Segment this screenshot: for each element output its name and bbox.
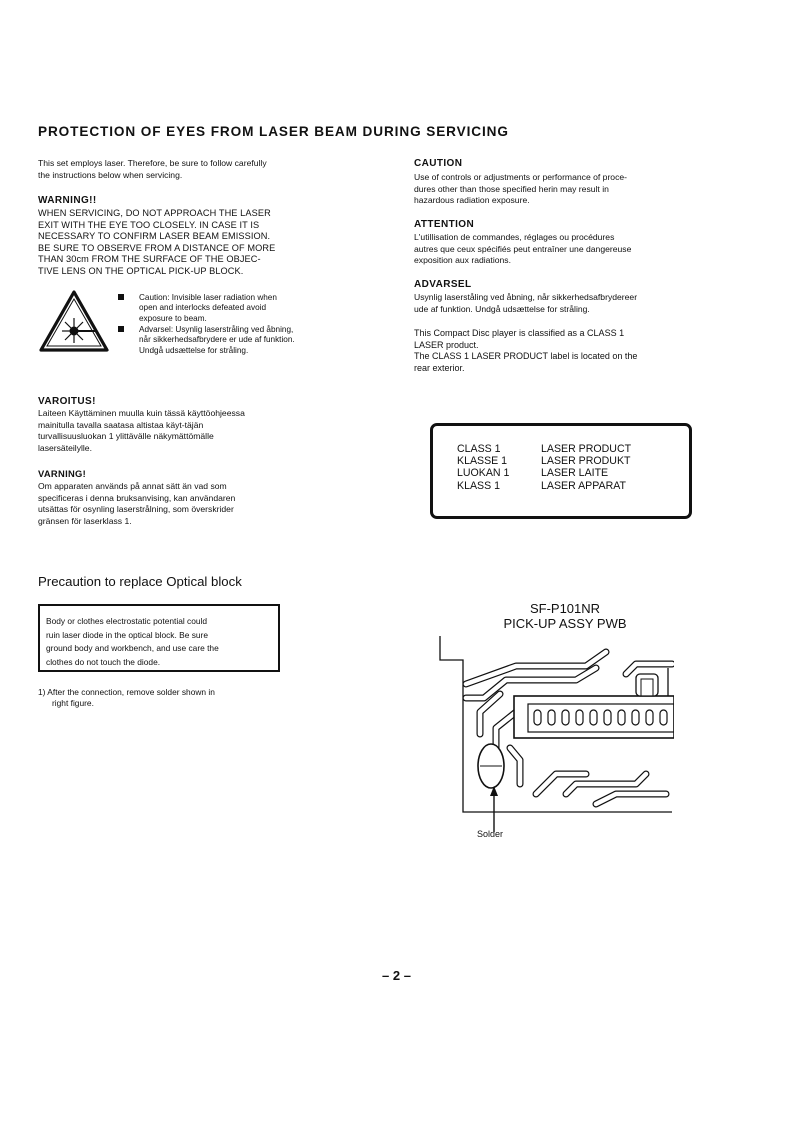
note-line: ground body and workbench, and use care the <box>46 643 219 654</box>
attention-heading: ATTENTION <box>414 219 475 230</box>
caution-text <box>414 172 716 207</box>
varning-line: specificeras i denna bruksanvising, kan användaren <box>38 492 236 503</box>
attention-text <box>414 232 716 267</box>
label-product: LASER APPARAT <box>541 479 626 492</box>
label-grid <box>457 443 671 492</box>
pcb-diagram <box>436 634 674 844</box>
warning-line: EXIT WITH THE EYE TOO CLOSELY. IN CASE IT IS <box>38 219 260 230</box>
bullet-square-icon <box>118 294 124 300</box>
class-note-line: LASER product. <box>414 339 479 350</box>
laser-class-label <box>430 423 692 519</box>
page-title: PROTECTION OF EYES FROM LASER BEAM DURING SERVICING <box>38 124 509 139</box>
warning-line: NECESSARY TO CONFIRM LASER BEAM EMISSION. <box>38 231 271 242</box>
intro-line: the instructions below when servicing. <box>38 169 183 180</box>
class-note-line: rear exterior. <box>414 362 465 373</box>
varning-text <box>38 481 338 527</box>
advarsel-bullet <box>118 325 340 356</box>
warning-heading: WARNING!! <box>38 195 97 206</box>
bullet-line: Caution: Invisible laser radiation when <box>139 293 277 302</box>
note-line: clothes do not touch the diode. <box>46 656 161 667</box>
intro-line: This set employs laser. Therefore, be sure to follow carefully <box>38 158 267 168</box>
class-note-line: This Compact Disc player is classified as a CLASS 1 <box>414 328 625 338</box>
warning-line: THAN 30cm FROM THE SURFACE OF THE OBJEC- <box>38 254 261 265</box>
label-class: KLASS 1 <box>457 479 500 492</box>
label-class: KLASSE 1 <box>457 455 508 468</box>
pcb-name: PICK-UP ASSY PWB <box>503 616 627 631</box>
varning-heading: VARNING! <box>38 468 87 479</box>
varoitus-line: turvallisuusluokan 1 ylittävälle näkymättömälle <box>38 431 214 442</box>
intro-text <box>38 158 343 181</box>
attention-line: exposition aux radiations. <box>414 255 511 266</box>
label-product: LASER PRODUCT <box>541 443 632 455</box>
advarsel-line: Usynlig laserståling ved åbning, når sikkerhedsafbrydereer <box>414 292 638 302</box>
page-number: – 2 – <box>382 968 411 983</box>
caution-bullet <box>118 293 340 324</box>
bullet-line: når sikkerhedsafbrydere er ude af funktion. <box>139 335 295 345</box>
warning-line: WHEN SERVICING, DO NOT APPROACH THE LASER <box>38 208 271 218</box>
precaution-heading: Precaution to replace Optical block <box>38 574 242 589</box>
class-note <box>414 328 716 374</box>
varoitus-text <box>38 408 338 454</box>
laser-warning-icon <box>38 289 110 353</box>
bullet-line: open and interlocks defeated avoid <box>139 303 266 313</box>
attention-line: autres que ceux spécifiés peut entraîner une dangereuse <box>414 243 632 254</box>
pcb-figure-title <box>470 601 660 631</box>
varning-line: utsättas för osynling laserstrålning, som överskrider <box>38 504 234 515</box>
warning-line: BE SURE TO OBSERVE FROM A DISTANCE OF MORE <box>38 242 276 253</box>
caution-line: hazardous radiation exposure. <box>414 195 530 206</box>
label-product: LASER PRODUKT <box>541 455 631 468</box>
bullet-line: Undgå udsættelse for stråling. <box>139 345 249 355</box>
attention-line: L'utillisation de commandes, réglages ou procédures <box>414 232 615 242</box>
label-class: LUOKAN 1 <box>457 467 510 480</box>
caution-line: Use of controls or adjustments or performance of proce- <box>414 172 628 182</box>
advarsel-heading: ADVARSEL <box>414 279 472 290</box>
advarsel-text <box>414 292 718 315</box>
pcb-model: SF-P101NR <box>529 601 601 616</box>
caution-heading: CAUTION <box>414 158 463 169</box>
varoitus-heading: VAROITUS! <box>38 396 96 407</box>
advarsel-line: ude af funktion. Undgå udsættelse for stråling. <box>414 303 590 314</box>
warning-text <box>38 208 341 278</box>
precaution-note-box <box>38 604 280 672</box>
bullet-line: exposure to beam. <box>139 313 207 323</box>
varoitus-line: lasersäteilylle. <box>38 442 92 453</box>
note-line: Body or clothes electrostatic potential could <box>46 616 208 626</box>
note-line: ruin laser diode in the optical block. Be sure <box>46 629 209 640</box>
label-product: LASER LAITE <box>541 467 609 480</box>
caution-line: dures other than those specified herin may result in <box>414 183 609 194</box>
solder-label: Solder <box>477 829 504 839</box>
varoitus-line: Laiteen Käyttäminen muulla kuin tässä käyttöohjeessa <box>38 408 245 418</box>
step-line: 1) After the connection, remove solder shown in <box>38 687 215 697</box>
varning-line: gränsen för laserklass 1. <box>38 515 132 526</box>
step-1 <box>38 687 288 709</box>
step-line: right figure. <box>52 698 94 709</box>
varning-line: Om apparaten används på annat sätt än vad som <box>38 481 227 491</box>
bullet-square-icon <box>118 326 124 332</box>
class-note-line: The CLASS 1 LASER PRODUCT label is located on the <box>414 351 638 362</box>
bullet-line: Advarsel: Usynlig laserstråling ved åbning, <box>139 325 294 334</box>
varoitus-line: mainitulla tavalla saatasa altistaa käyt-täjän <box>38 419 204 430</box>
warning-line: TIVE LENS ON THE OPTICAL PICK-UP BLOCK. <box>38 265 244 276</box>
label-class: CLASS 1 <box>457 443 501 455</box>
